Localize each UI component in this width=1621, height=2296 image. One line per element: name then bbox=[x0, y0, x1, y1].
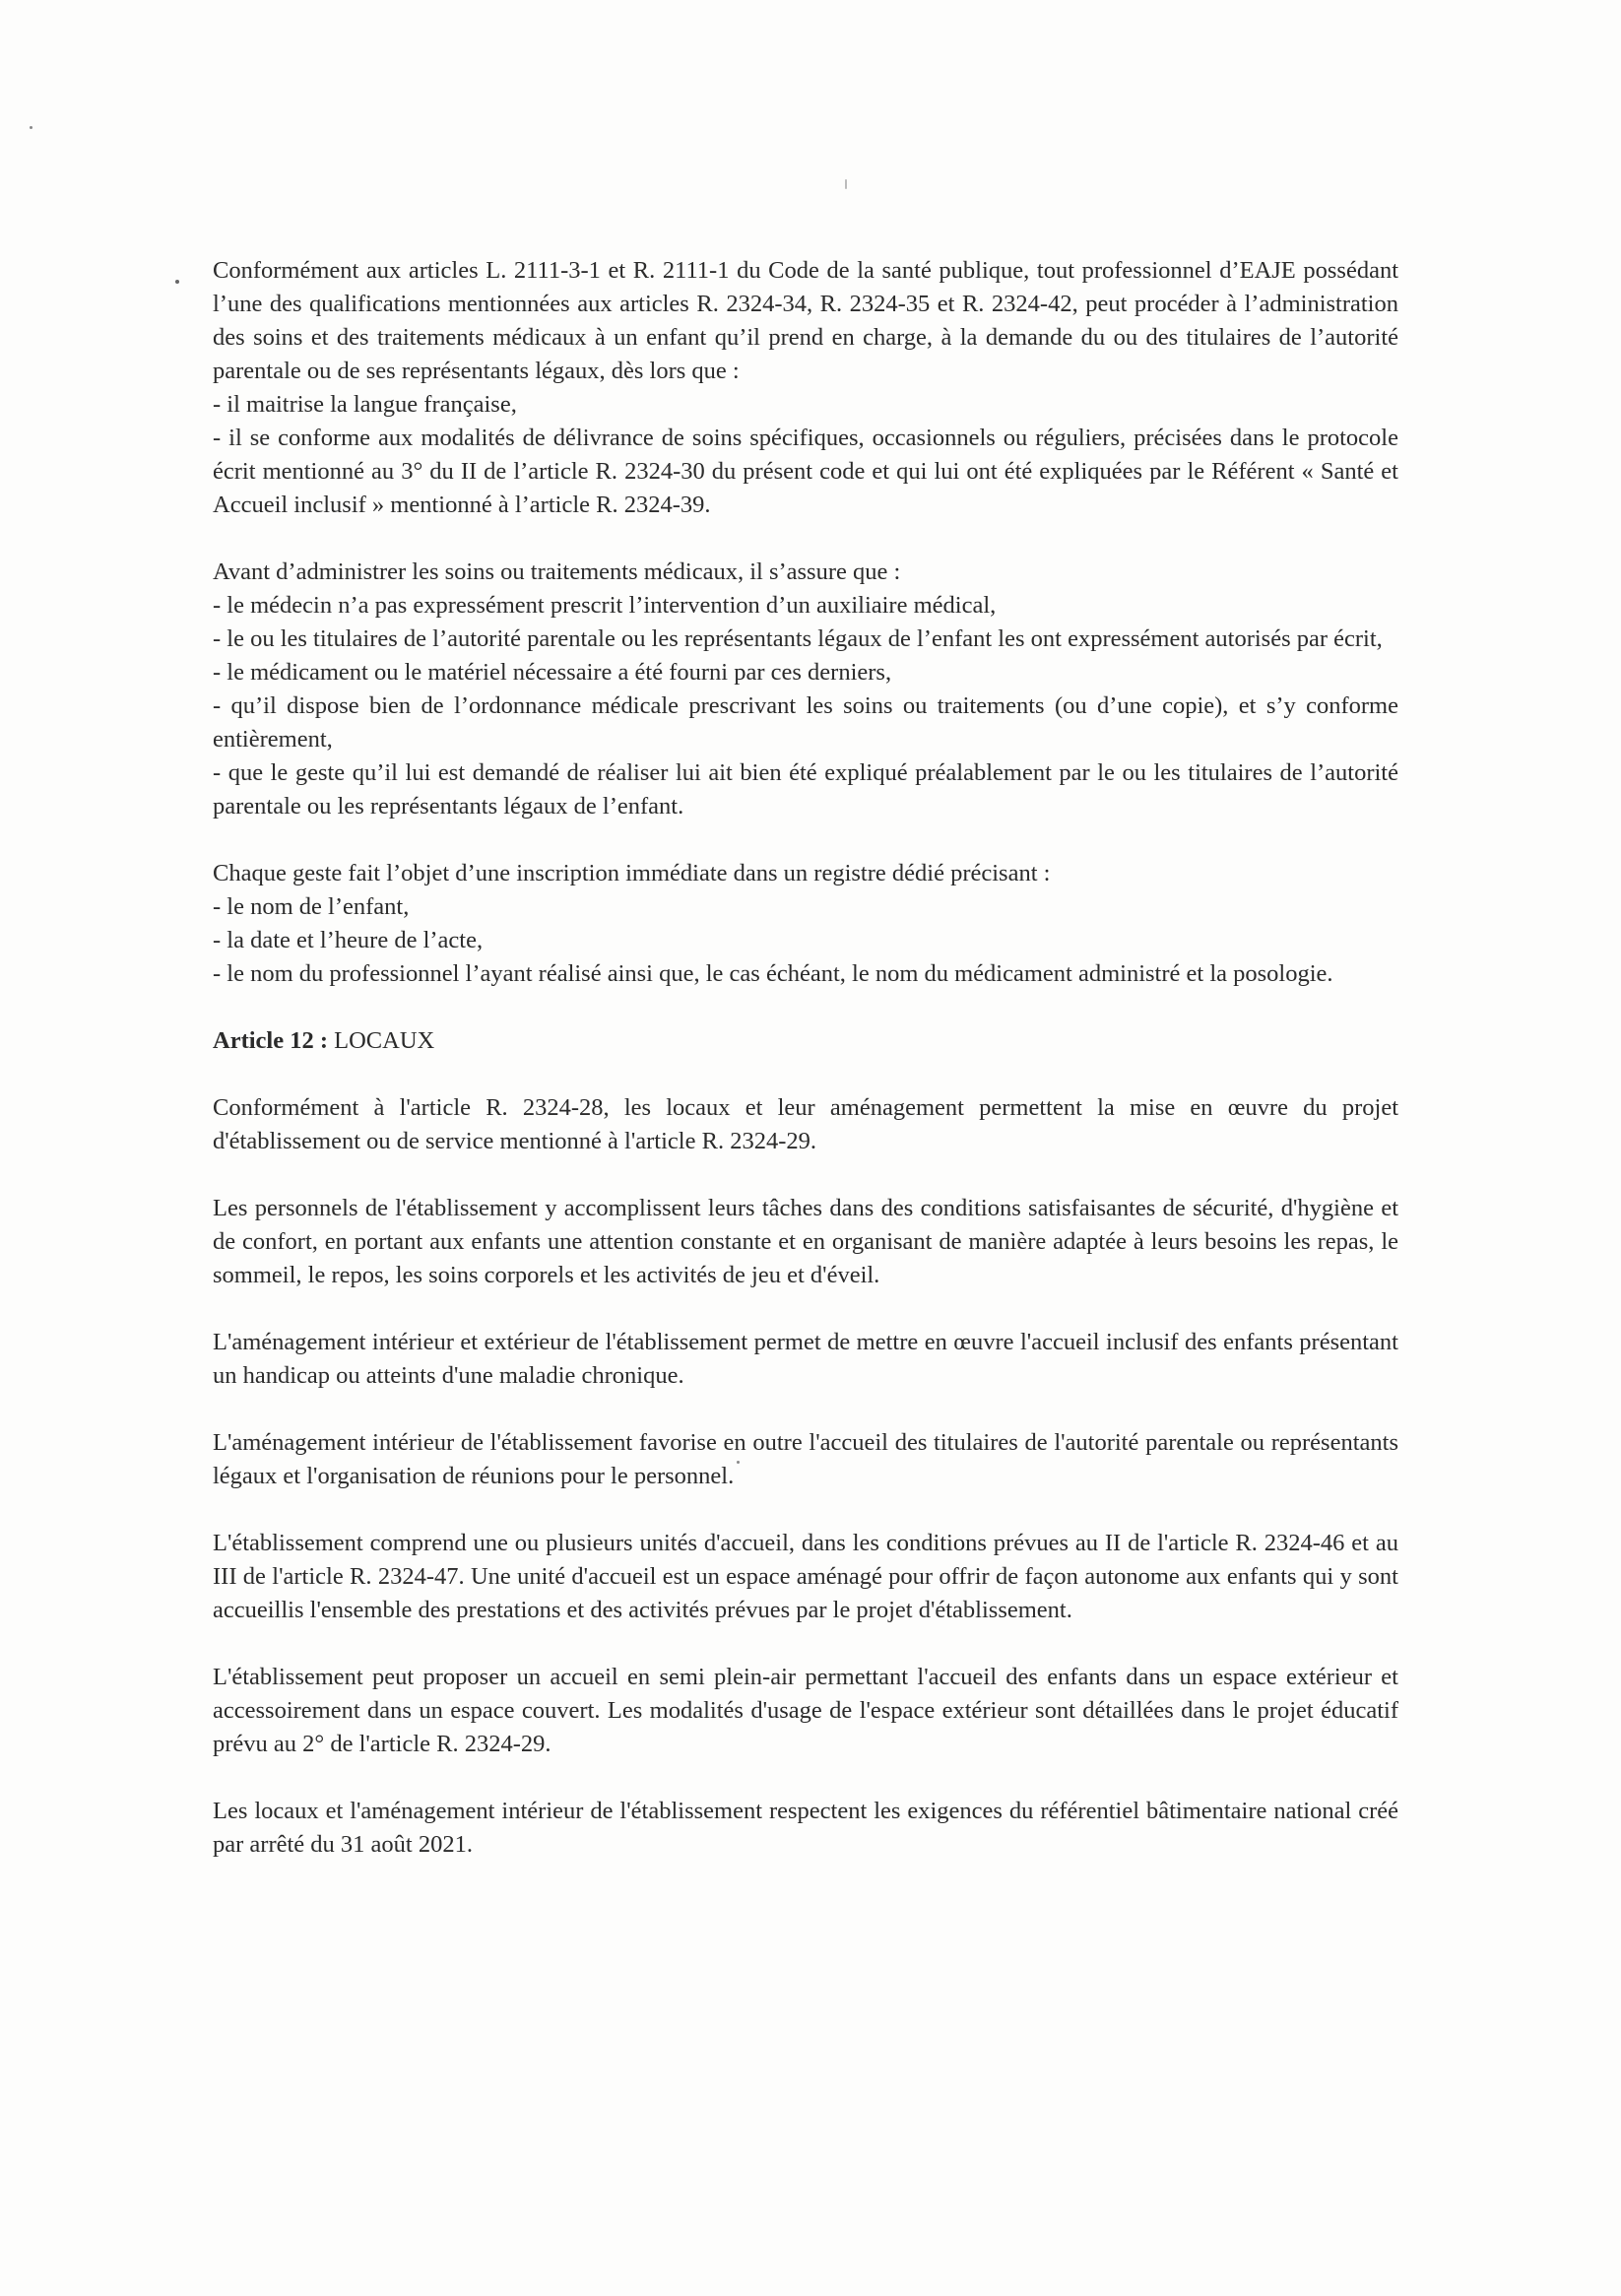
paragraph-text: Avant d’administrer les soins ou traitements médicaux, il s’assure que : bbox=[213, 558, 901, 585]
paragraph-care-qualifications bbox=[213, 254, 1398, 522]
paragraph: L'établissement comprend une ou plusieurs unités d'accueil, dans les conditions prévues au II de l'article R. 2324-46 et au III de l'article R. 2324-47. Une unité d'accueil est un espace aménagé pour offrir de façon autonome aux enfants qui y sont accueillis l'ensemble des prestations et des activités prévues par le projet d'établissement. bbox=[213, 1530, 1398, 1623]
paragraph-text: Conformément aux articles L. 2111-3-1 et R. 2111-1 du Code de la santé publique, tout professionnel d’EAJE possédant l’une des qualifications mentionnées aux articles R. 2324-34, R. 2324-35 et R. 2324-42, peut procéder à l’administration des soins et des traitements médicaux à un enfant qu’il prend en charge, à la demande du ou des titulaires de l’autorité parentale ou de ses représentants légaux, dès lors que : bbox=[213, 257, 1398, 384]
list-item: - la date et l’heure de l’acte, bbox=[213, 927, 484, 953]
scan-speck bbox=[845, 179, 847, 189]
paragraph: Conformément à l'article R. 2324-28, les locaux et leur aménagement permettent la mise en œuvre du projet d'établissement ou de service mentionné à l'article R. 2324-29. bbox=[213, 1094, 1398, 1154]
paragraph: L'aménagement intérieur de l'établissement favorise en outre l'accueil des titulaires de l'autorité parentale ou représentants légaux et l'organisation de réunions pour le personnel. bbox=[213, 1429, 1398, 1489]
document-body bbox=[213, 254, 1398, 1895]
article-number: Article 12 : bbox=[213, 1027, 328, 1054]
article-title: LOCAUX bbox=[334, 1027, 435, 1054]
paragraph: Les locaux et l'aménagement intérieur de l'établissement respectent les exigences du référentiel bâtimentaire national créé par arrêté du 31 août 2021. bbox=[213, 1798, 1398, 1858]
list-item: - qu’il dispose bien de l’ordonnance médicale prescrivant les soins ou traitements (ou d’une copie), et s’y conforme entièrement, bbox=[213, 692, 1398, 753]
paragraph: L'établissement peut proposer un accueil en semi plein-air permettant l'accueil des enfants dans un espace extérieur et accessoirement dans un espace couvert. Les modalités d'usage de l'espace extérieur sont détaillées dans le projet éducatif prévu au 2° de l'article R. 2324-29. bbox=[213, 1664, 1398, 1757]
paragraph: L'aménagement intérieur et extérieur de l'établissement permet de mettre en œuvre l'accueil inclusif des enfants présentant un handicap ou atteints d'une maladie chronique. bbox=[213, 1329, 1398, 1389]
list-item: - le médicament ou le matériel nécessaire a été fourni par ces derniers, bbox=[213, 659, 892, 686]
list-item: - il maitrise la langue française, bbox=[213, 391, 517, 418]
paragraph-register bbox=[213, 857, 1398, 991]
paragraph-text: Chaque geste fait l’objet d’une inscription immédiate dans un registre dédié précisant : bbox=[213, 860, 1051, 886]
scan-speck bbox=[30, 126, 32, 129]
margin-dot bbox=[175, 280, 179, 284]
list-item: - le nom de l’enfant, bbox=[213, 893, 410, 920]
article-heading bbox=[213, 1024, 1398, 1058]
paragraph-pre-administration-checks bbox=[213, 556, 1398, 823]
list-item: - il se conforme aux modalités de délivrance de soins spécifiques, occasionnels ou réguliers, précisées dans le protocole écrit mentionné au 3° du II de l’article R. 2324-30 du présent code et qui lui ont été expliquées par le Référent « Santé et Accueil inclusif » mentionné à l’article R. 2324-39. bbox=[213, 425, 1398, 518]
list-item: - le médecin n’a pas expressément prescrit l’intervention d’un auxiliaire médical, bbox=[213, 592, 997, 619]
paragraph: Les personnels de l'établissement y accomplissent leurs tâches dans des conditions satisfaisantes de sécurité, d'hygiène et de confort, en portant aux enfants une attention constante et en organisant de manière adaptée à leurs besoins les repas, le sommeil, le repos, les soins corporels et les activités de jeu et d'éveil. bbox=[213, 1195, 1398, 1288]
list-item: - le ou les titulaires de l’autorité parentale ou les représentants légaux de l’enfant les ont expressément autorisés par écrit, bbox=[213, 625, 1383, 652]
list-item: - que le geste qu’il lui est demandé de réaliser lui ait bien été expliqué préalablement par le ou les titulaires de l’autorité parentale ou les représentants légaux de l’enfant. bbox=[213, 759, 1398, 820]
list-item: - le nom du professionnel l’ayant réalisé ainsi que, le cas échéant, le nom du médicament administré et la posologie. bbox=[213, 960, 1333, 987]
